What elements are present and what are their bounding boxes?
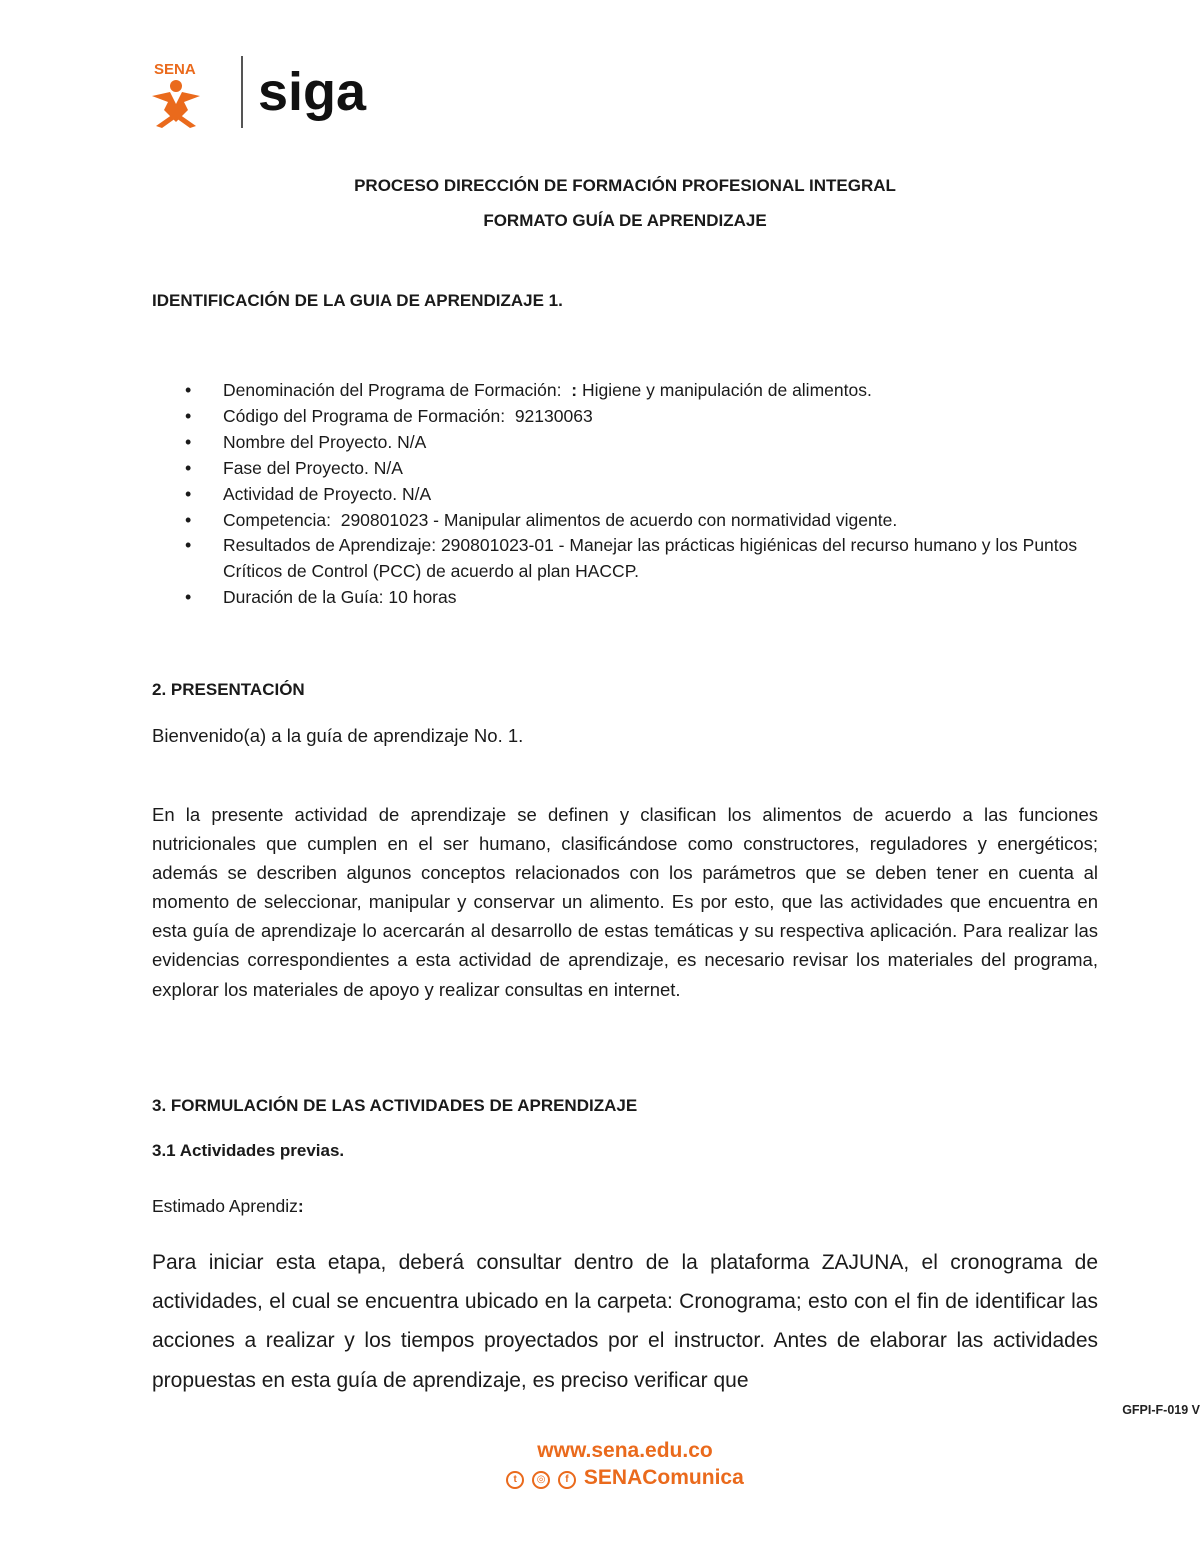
sena-logo-text: SENA	[154, 61, 196, 78]
document-code: GFPI-F-019 V	[1122, 1403, 1200, 1417]
formulation-body: Para iniciar esta etapa, deberá consultar dentro de la plataforma ZAJUNA, el cronograma de actividades, el cual se encuentra ubicado en la carpeta: Cronograma; esto con el fin de identificar las acciones a realizar y los tiempos proyectados por el instructor. Antes de elaborar las actividades propuestas en esta guía de aprendizaje, es preciso verificar que	[152, 1251, 1098, 1392]
website-url[interactable]: www.sena.edu.co	[537, 1439, 713, 1462]
facebook-icon[interactable]: f	[558, 1471, 576, 1489]
list-item: • Actividad de Proyecto. N/A	[152, 482, 1112, 508]
list-item: • Fase del Proyecto. N/A	[152, 456, 1112, 482]
greeting: Estimado Aprendiz:	[152, 1196, 304, 1216]
list-item: • Resultados de Aprendizaje: 290801023-01 - Manejar las prácticas higiénicas del recurso humano y los Puntos Críticos de Control (PCC) de acuerdo al plan HACCP.	[152, 533, 1112, 585]
presentation-body: En la presente actividad de aprendizaje se definen y clasifican los alimentos de acuerdo a las funciones nutricionales que cumplen en el ser humano, clasificándose como constructores, reguladores y energéticos; además se describen algunos conceptos relacionados con los parámetros que se deben tener en cuenta al momento de seleccionar, manipular y conservar un alimento. Es por esto, que las actividades que encuentra en esta guía de aprendizaje lo acercarán al desarrollo de estas temáticas y su respectiva aplicación. Para realizar las evidencias correspondientes a esta actividad de aprendizaje, es necesario revisar los materiales del programa, explorar los materiales de apoyo y realizar consultas en internet.	[152, 804, 1098, 1000]
instagram-icon[interactable]: ◎	[532, 1471, 550, 1489]
twitter-icon[interactable]: t	[506, 1471, 524, 1489]
formulation-heading: 3. FORMULACIÓN DE LAS ACTIVIDADES DE APRENDIZAJE	[152, 1096, 638, 1115]
identification-list	[152, 378, 1112, 611]
format-title: FORMATO GUÍA DE APRENDIZAJE	[483, 211, 767, 230]
list-item: • Nombre del Proyecto. N/A	[152, 430, 1112, 456]
sena-siga-logo	[150, 52, 390, 132]
identification-heading: IDENTIFICACIÓN DE LA GUIA DE APRENDIZAJE 1.	[152, 291, 563, 310]
list-item: • Denominación del Programa de Formación: : Higiene y manipulación de alimentos.	[152, 378, 1112, 404]
welcome-text: Bienvenido(a) a la guía de aprendizaje No. 1.	[152, 725, 524, 746]
list-item: • Código del Programa de Formación: 92130063	[152, 404, 1112, 430]
list-item: • Competencia: 290801023 - Manipular alimentos de acuerdo con normatividad vigente.	[152, 508, 1112, 534]
social-handle[interactable]: t ◎ f SENAComunica	[0, 1466, 1200, 1490]
process-title: PROCESO DIRECCIÓN DE FORMACIÓN PROFESIONAL INTEGRAL	[354, 176, 896, 195]
previous-activities-heading: 3.1 Actividades previas.	[152, 1141, 345, 1160]
sena-emblem	[152, 80, 200, 128]
presentation-heading: 2. PRESENTACIÓN	[152, 680, 305, 699]
siga-logo-text: siga	[258, 62, 367, 122]
list-item: • Duración de la Guía: 10 horas	[152, 585, 1112, 611]
